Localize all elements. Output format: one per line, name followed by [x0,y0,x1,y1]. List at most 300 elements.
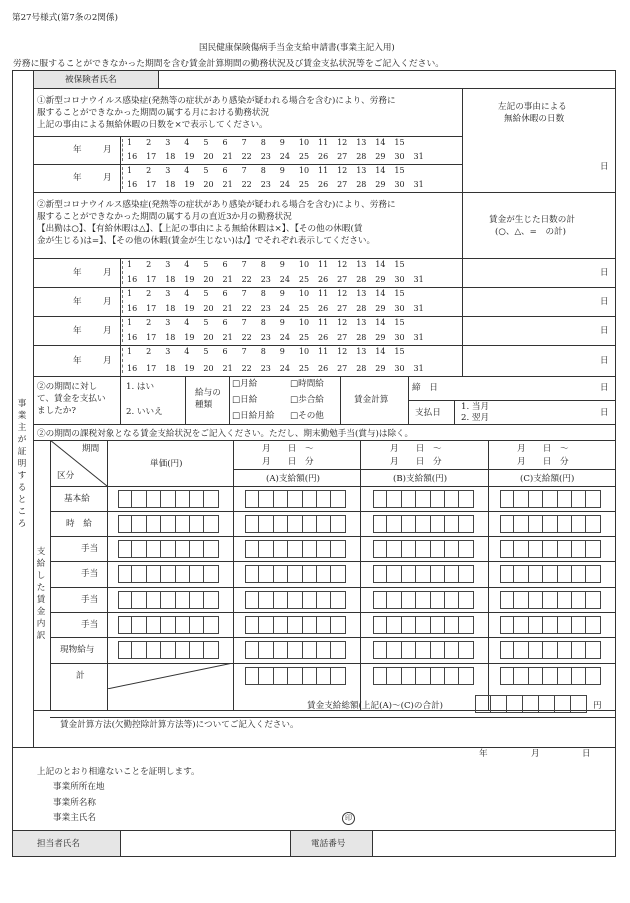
cal-day[interactable]: 10 [298,347,310,356]
cal-day[interactable]: 10 [298,289,310,298]
cal-day[interactable]: 7 [241,318,247,327]
unit-price-header: 単価(円) [150,459,183,469]
wage-question-1: ②の期間に対し [37,382,98,392]
owner-name-label: 事業主氏名 [53,813,96,823]
payday-next-month[interactable]: 2. 翌月 [461,413,490,423]
cal-day[interactable]: 2 [146,347,152,356]
amount-b-cells[interactable] [373,540,474,558]
cal-day[interactable]: 17 [146,364,157,373]
total-amount-cells[interactable] [475,695,587,713]
cal-day[interactable]: 8 [260,347,266,356]
cal-day[interactable]: 12 [337,318,348,327]
cal-day[interactable]: 3 [165,138,171,147]
cal-day[interactable]: 29 [375,152,386,161]
cal-day[interactable]: 30 [394,364,405,373]
wage-row-label: 手当 [81,543,99,554]
cal-day[interactable]: 6 [222,289,228,298]
cal-day[interactable]: 16 [127,275,138,284]
cal-day[interactable]: 16 [127,364,138,373]
cal-day[interactable]: 10 [298,318,310,327]
amount-b-cells[interactable] [373,641,474,659]
cal-month-1: 月 [103,145,112,155]
cal-day[interactable]: 15 [394,318,405,327]
insured-name-field[interactable] [160,71,614,87]
cal-day[interactable]: 13 [356,166,367,175]
section2-right-2: (○、△、= の計) [495,227,566,237]
cal-day[interactable]: 24 [279,364,290,373]
wage-row-label: 計 [76,671,85,681]
section1-right-1: 左記の事由による [498,102,567,112]
wage-calc-label: 賃金計算 [354,395,389,405]
cert-statement: 上記のとおり相違ないことを証明します。 [37,767,200,777]
cal-day[interactable]: 30 [394,180,405,189]
wage-question-2: て、賃金を支払い [37,394,106,404]
amount-a-cells[interactable] [245,490,346,508]
period-c-to: 月 日 分 [517,457,569,467]
cal-day[interactable]: 31 [413,275,424,284]
cal-day[interactable]: 19 [184,275,195,284]
unit-price-cells[interactable] [118,490,219,508]
cal-day[interactable]: 27 [337,304,348,313]
days-unit: 日 [600,355,609,366]
cal-month-4: 月 [103,296,112,307]
cal-day[interactable]: 9 [279,166,285,175]
cal-day[interactable]: 18 [165,364,176,373]
total-unit-price-diagonal [107,663,233,689]
form-title: 国民健康保険傷病手当金支給申請書(事業主記入用) [199,43,395,53]
amount-b-cells[interactable] [373,667,474,685]
cal-day[interactable]: 22 [241,304,252,313]
cal-day[interactable]: 12 [337,260,348,269]
section1-text-1: ①新型コロナウイルス感染症(発熱等の症状があり感染が疑われる場合を含む)により、労務に [37,96,396,106]
cal-month-3: 月 [103,267,112,278]
cal-day[interactable]: 25 [298,180,310,189]
unit-price-cells[interactable] [118,641,219,659]
cal-day[interactable]: 27 [337,180,348,189]
amount-a-cells[interactable] [245,641,346,659]
cal-month-6: 月 [103,355,112,366]
cal-day[interactable]: 5 [203,138,209,147]
cal-day[interactable]: 31 [413,364,424,373]
cal-day[interactable]: 25 [298,364,310,373]
amount-b-cells[interactable] [373,515,474,533]
amount-a-cells[interactable] [245,591,346,609]
cal-day[interactable]: 6 [222,260,228,269]
wage-row-label: 手当 [81,569,99,579]
amount-c-cells[interactable] [500,641,601,659]
cal-day[interactable]: 17 [146,152,157,161]
cal-day[interactable]: 11 [318,289,329,298]
cal-day[interactable]: 9 [279,289,285,298]
cal-day[interactable]: 24 [279,304,290,313]
cert-day: 日 [582,749,591,759]
form-number: 第27号様式(第7条の2関係) [12,13,118,23]
cal-day[interactable]: 6 [222,138,228,147]
col-b-header: (B)支給額(円) [393,474,448,484]
cal-day[interactable]: 20 [203,152,214,161]
closing-day-label: 締 日 [412,383,438,393]
cal-day[interactable]: 28 [356,304,367,313]
cal-year-2: 年 [73,173,82,183]
cal-day[interactable]: 4 [184,138,190,147]
cal-day[interactable]: 23 [260,152,271,161]
cal-day[interactable]: 24 [279,333,290,342]
paid-wage-breakdown-side-label: 支給した賃金内訳 [36,547,46,641]
cal-year-5: 年 [73,325,82,336]
cal-day[interactable]: 19 [184,364,195,373]
contact-person-label: 担当者氏名 [37,839,80,849]
section1-text-2: 服することができなかった期間の属する月における勤務状況 [37,108,270,118]
amount-a-cells[interactable] [245,565,346,583]
section2-text-2: 服することができなかった期間の属する月の直近3か月の勤務状況 [37,212,292,222]
cal-day[interactable]: 24 [279,152,290,161]
amount-c-cells[interactable] [500,565,601,583]
cal-day[interactable]: 17 [146,333,157,342]
cal-day[interactable]: 28 [356,333,367,342]
cal-day[interactable]: 21 [222,304,233,313]
form-instruction: 労務に服することができなかった期間を含む賃金計算期間の勤務状況及び賃金支払状況等をご記入ください。 [13,59,445,69]
wage-answer-yes[interactable]: 1. はい [126,382,155,392]
section2-text-1: ②新型コロナウイルス感染症(発熱等の症状があり感染が疑われる場合を含む)により、労務に [37,200,396,210]
cal-day[interactable]: 11 [318,166,329,175]
cal-day[interactable]: 27 [337,364,348,373]
wage-row-label: 時 給 [66,518,92,529]
cal-day[interactable]: 1 [127,289,133,298]
cal-day[interactable]: 30 [394,275,405,284]
amount-c-cells[interactable] [500,591,601,609]
cal-day[interactable]: 7 [241,347,247,356]
insured-name-label: 被保険者氏名 [65,75,117,85]
cal-day[interactable]: 18 [165,180,176,189]
amount-b-cells[interactable] [373,565,474,583]
cal-day[interactable]: 20 [203,304,214,313]
cal-day[interactable]: 3 [165,289,171,298]
cal-day[interactable]: 5 [203,289,209,298]
cal-day[interactable]: 25 [298,333,310,342]
cal-day[interactable]: 11 [318,260,329,269]
cal-day[interactable]: 26 [318,152,329,161]
cal-year-6: 年 [73,355,82,366]
cal-day[interactable]: 19 [184,180,195,189]
cal-day[interactable]: 13 [356,260,367,269]
cal-day[interactable]: 8 [260,166,266,175]
cal-day[interactable]: 7 [241,260,247,269]
unit-price-cells[interactable] [118,591,219,609]
cal-day[interactable]: 11 [318,347,329,356]
cal-day[interactable]: 8 [260,318,266,327]
cal-day[interactable]: 23 [260,275,271,284]
cal-day[interactable]: 26 [318,364,329,373]
cal-day[interactable]: 5 [203,166,209,175]
unit-price-cells[interactable] [118,515,219,533]
cal-day[interactable]: 28 [356,364,367,373]
cal-day[interactable]: 16 [127,152,138,161]
cal-day[interactable]: 12 [337,347,348,356]
category-header: 区分 [57,471,75,481]
office-name-label: 事業所名称 [53,798,96,808]
amount-b-cells[interactable] [373,490,474,508]
employer-certification-side-label: 事業主が証明するところ [17,399,27,529]
wage-row-label: 手当 [81,619,99,630]
cal-day[interactable]: 3 [165,347,171,356]
cal-day[interactable]: 30 [394,152,405,161]
seal-mark: 印 [342,812,355,825]
amount-a-cells[interactable] [245,667,346,685]
cal-day[interactable]: 7 [241,289,247,298]
wage-answer-no[interactable]: 2. いいえ [126,407,163,417]
period-b-from: 月 日 ～ [390,444,442,454]
cal-day[interactable]: 1 [127,347,133,356]
cal-day[interactable]: 9 [279,138,285,147]
section2-right-1: 賃金が生じた日数の計 [489,215,575,225]
cal-day[interactable]: 10 [298,166,310,175]
cal-day[interactable]: 18 [165,275,176,284]
calc-method-field[interactable] [52,732,614,746]
cal-day[interactable]: 24 [279,275,290,284]
wage-row-label: 基本給 [64,493,90,504]
amount-a-cells[interactable] [245,540,346,558]
amount-b-cells[interactable] [373,591,474,609]
cal-year-1: 年 [73,145,82,155]
cal-day[interactable]: 29 [375,180,386,189]
cal-month-2: 月 [103,173,112,183]
cal-day[interactable]: 2 [146,260,152,269]
cal-day[interactable]: 6 [222,318,228,327]
period-a-to: 月 日 分 [262,457,314,467]
cal-day[interactable]: 21 [222,152,233,161]
section1-right-2: 無給休暇の日数 [504,114,565,124]
cal-day[interactable]: 22 [241,275,252,284]
cal-day[interactable]: 4 [184,318,190,327]
amount-b-cells[interactable] [373,616,474,634]
phone-field[interactable] [374,832,614,855]
amount-a-cells[interactable] [245,515,346,533]
cal-day[interactable]: 4 [184,289,190,298]
cal-day[interactable]: 28 [356,180,367,189]
cal-day[interactable]: 5 [203,260,209,269]
worked-days-field[interactable] [464,317,614,344]
cal-day[interactable]: 30 [394,333,405,342]
cal-day[interactable]: 13 [356,318,367,327]
cal-day[interactable]: 16 [127,304,138,313]
days-unit: 日 [600,267,609,278]
cal-day[interactable]: 31 [413,333,424,342]
unit-price-cells[interactable] [118,616,219,634]
cal-day[interactable]: 2 [146,138,152,147]
cal-day[interactable]: 13 [356,138,367,147]
cal-day[interactable]: 31 [413,304,424,313]
cal-day[interactable]: 1 [127,260,133,269]
period-c-from: 月 日 ～ [517,444,569,454]
cal-day[interactable]: 14 [375,138,386,147]
cal-day[interactable]: 20 [203,275,214,284]
cal-day[interactable]: 20 [203,364,214,373]
cal-day[interactable]: 2 [146,318,152,327]
cal-day[interactable]: 8 [260,138,266,147]
worked-days-field[interactable] [464,259,614,286]
cal-day[interactable]: 11 [318,138,329,147]
cal-day[interactable]: 1 [127,166,133,175]
cal-day[interactable]: 15 [394,289,405,298]
cal-day[interactable]: 29 [375,304,386,313]
wage-row-label: 現物給与 [60,645,95,655]
payday-label: 支払日 [415,408,441,418]
pay-type-other[interactable]: □その他 [290,411,324,421]
cal-day[interactable]: 23 [260,304,271,313]
payday-current-month[interactable]: 1. 当月 [461,402,490,412]
cal-day[interactable]: 13 [356,289,367,298]
cal-day[interactable]: 22 [241,180,252,189]
calc-method-label: 賃金計算方法(欠勤控除計算方法等)についてご記入ください。 [60,720,299,730]
cal-day[interactable]: 15 [394,138,405,147]
cal-day[interactable]: 14 [375,347,386,356]
cal-day[interactable]: 11 [318,318,329,327]
cal-day[interactable]: 28 [356,275,367,284]
cal-day[interactable]: 15 [394,166,405,175]
cal-day[interactable]: 16 [127,180,138,189]
worked-days-field[interactable] [464,288,614,315]
cal-day[interactable]: 18 [165,333,176,342]
amount-c-cells[interactable] [500,540,601,558]
cal-day[interactable]: 27 [337,152,348,161]
cal-day[interactable]: 27 [337,333,348,342]
cal-year-4: 年 [73,296,82,307]
cal-day[interactable]: 29 [375,364,386,373]
cal-day[interactable]: 21 [222,275,233,284]
cal-day[interactable]: 9 [279,347,285,356]
cal-day[interactable]: 20 [203,180,214,189]
cal-day[interactable]: 21 [222,364,233,373]
cal-day[interactable]: 1 [127,138,133,147]
unit-price-cells[interactable] [118,565,219,583]
cal-day[interactable]: 22 [241,364,252,373]
cal-day[interactable]: 25 [298,275,310,284]
section2-text-3: 【出勤は○】、【有給休暇は△】、【上記の事由による無給休暇は×】、【その他の休暇(賃 [37,224,363,234]
cal-day[interactable]: 30 [394,304,405,313]
amount-c-cells[interactable] [500,667,601,685]
cal-day[interactable]: 2 [146,166,152,175]
cal-day[interactable]: 5 [203,347,209,356]
cal-day[interactable]: 19 [184,304,195,313]
cal-day[interactable]: 29 [375,275,386,284]
cal-day[interactable]: 23 [260,364,271,373]
cal-day[interactable]: 14 [375,289,386,298]
cal-day[interactable]: 16 [127,333,138,342]
section1-unpaid-days-field[interactable] [464,137,614,191]
cal-day[interactable]: 3 [165,166,171,175]
cal-day[interactable]: 2 [146,289,152,298]
cal-day[interactable]: 8 [260,289,266,298]
cal-day[interactable]: 6 [222,166,228,175]
cal-day[interactable]: 4 [184,347,190,356]
cal-day[interactable]: 17 [146,275,157,284]
cal-day[interactable]: 15 [394,347,405,356]
cal-day[interactable]: 9 [279,260,285,269]
cal-day[interactable]: 27 [337,275,348,284]
cal-day[interactable]: 9 [279,318,285,327]
cal-day[interactable]: 10 [298,138,310,147]
worked-days-field[interactable] [464,346,614,375]
cal-day[interactable]: 1 [127,318,133,327]
cal-day[interactable]: 12 [337,289,348,298]
cal-day[interactable]: 12 [337,166,348,175]
cal-day[interactable]: 22 [241,152,252,161]
cal-day[interactable]: 26 [318,180,329,189]
cal-day[interactable]: 23 [260,180,271,189]
cal-day[interactable]: 3 [165,318,171,327]
contact-person-field[interactable] [122,832,288,855]
pay-type-commission[interactable]: □歩合給 [290,395,324,405]
certification-fields[interactable] [112,779,612,825]
cal-day[interactable]: 14 [375,318,386,327]
cal-day[interactable]: 13 [356,347,367,356]
cal-day[interactable]: 21 [222,333,233,342]
cal-day[interactable]: 18 [165,152,176,161]
cal-day[interactable]: 31 [413,180,424,189]
cal-day[interactable]: 5 [203,318,209,327]
cal-day[interactable]: 26 [318,275,329,284]
cal-month-5: 月 [103,325,112,336]
cal-day[interactable]: 8 [260,260,266,269]
unit-price-cells[interactable] [118,540,219,558]
cal-day[interactable]: 14 [375,260,386,269]
cal-day[interactable]: 26 [318,333,329,342]
cal-day[interactable]: 15 [394,260,405,269]
cal-day[interactable]: 12 [337,138,348,147]
section1-days-unit: 日 [600,162,609,172]
cal-day[interactable]: 14 [375,166,386,175]
amount-a-cells[interactable] [245,616,346,634]
cal-day[interactable]: 23 [260,333,271,342]
cal-day[interactable]: 19 [184,152,195,161]
total-yen-unit: 円 [593,701,602,711]
pay-type-daily-monthly[interactable]: □日給月給 [232,411,275,421]
cal-day[interactable]: 29 [375,333,386,342]
cal-day[interactable]: 10 [298,260,310,269]
cal-day[interactable]: 31 [413,152,424,161]
cal-day[interactable]: 19 [184,333,195,342]
pay-type-daily[interactable]: □日給 [232,395,258,405]
cal-day[interactable]: 7 [241,166,247,175]
amount-c-cells[interactable] [500,616,601,634]
cal-day[interactable]: 3 [165,260,171,269]
cal-day[interactable]: 18 [165,304,176,313]
amount-c-cells[interactable] [500,515,601,533]
cal-day[interactable]: 6 [222,347,228,356]
phone-label: 電話番号 [311,839,346,849]
cal-day[interactable]: 20 [203,333,214,342]
cal-day[interactable]: 26 [318,304,329,313]
cal-day[interactable]: 25 [298,304,310,313]
cal-day[interactable]: 22 [241,333,252,342]
cal-day[interactable]: 4 [184,260,190,269]
cal-day[interactable]: 17 [146,304,157,313]
cal-day[interactable]: 28 [356,152,367,161]
total-label: 賃金支給総額(上記(A)～(C)の合計) [307,701,444,711]
pay-type-label-1: 給与の [195,388,221,398]
pay-type-hourly[interactable]: □時間給 [290,379,324,389]
amount-c-cells[interactable] [500,490,601,508]
cal-day[interactable]: 24 [279,180,290,189]
cal-day[interactable]: 4 [184,166,190,175]
cal-day[interactable]: 17 [146,180,157,189]
cal-day[interactable]: 25 [298,152,310,161]
section1-text-3: 上記の事由による無給休暇の日数を×で表示してください。 [37,120,268,130]
pay-type-monthly[interactable]: □月給 [232,379,258,389]
wage-row-label: 手当 [81,594,99,605]
cal-day[interactable]: 7 [241,138,247,147]
cal-day[interactable]: 21 [222,180,233,189]
